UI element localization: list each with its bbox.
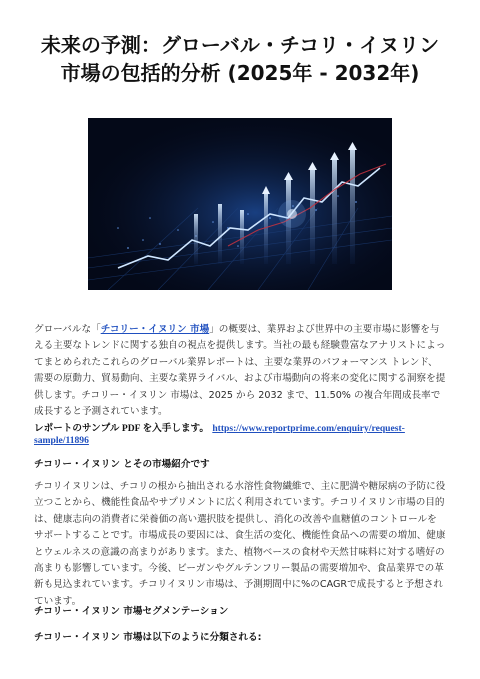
intro-paragraph [34,322,446,420]
sample-link[interactable]: https://www.reportprime.com/enquiry/request-sample/11896 [34,423,405,446]
page-title: 未来の予測：グローバル・チコリ・イヌリン市場の包括的分析 (2025年 - 2032年) [40,33,440,85]
intro-suffix: 」の概要は、業界および世界中の主要市場に影響を与える主要なトレンドに関する独自の視点を提供します。当社の最も経験豊富なアナリストによってまとめられたこれらのグローバル業界レポートは、主要な業界のパフォーマンス トレンド、需要の原動力、貿易動向、主要な業界ライバル、および市場動向の将来の変化に関する洞察を提供します。チコリー・イヌリン 市場は、2025 から 2032 まで、11.50% の複合年間成長率で成長すると予測されています。 [34,324,446,418]
intro-prefix: グローバルな「 [34,324,101,335]
sample-request-line [34,423,446,447]
overview-paragraph: チコリイヌリンは、チコリの根から抽出される水溶性食物繊維で、主に肥満や糖尿病の予防に役立つことから、機能性食品やサプリメントに広く利用されています。チコリイヌリン市場の目的は、健康志向の消費者に栄養価の高い選択肢を提供し、消化の改善や血糖値のコントロールをサポートすることです。市場成長の要因には、食生活の変化、機能性食品への需要の増加、健康とウェルネスの意識の高まりがあります。また、植物ベースの食材や天然甘味料に対する嗜好の高まりも影響しています。今後、ビーガンやグルテンフリー製品の需要増加や、食品業界での革新も見込まれています。チコリイヌリン市場は、予測期間中に%のCAGRで成長すると予想されています。 [34,481,446,607]
hero-image-stock-chart [88,118,392,290]
market-link[interactable]: チコリー・イヌリン 市場 [100,324,210,335]
classification-heading: チコリー・イヌリン 市場は以下のように分類される: [34,632,262,643]
sample-label: レポートのサンプル PDF を入手します。 [34,423,209,434]
overview-heading: チコリー・イヌリン とその市場紹介です [34,459,210,470]
stock-growth-illustration [88,118,392,290]
segmentation-heading: チコリー・イヌリン 市場セグメンテーション [34,606,229,617]
